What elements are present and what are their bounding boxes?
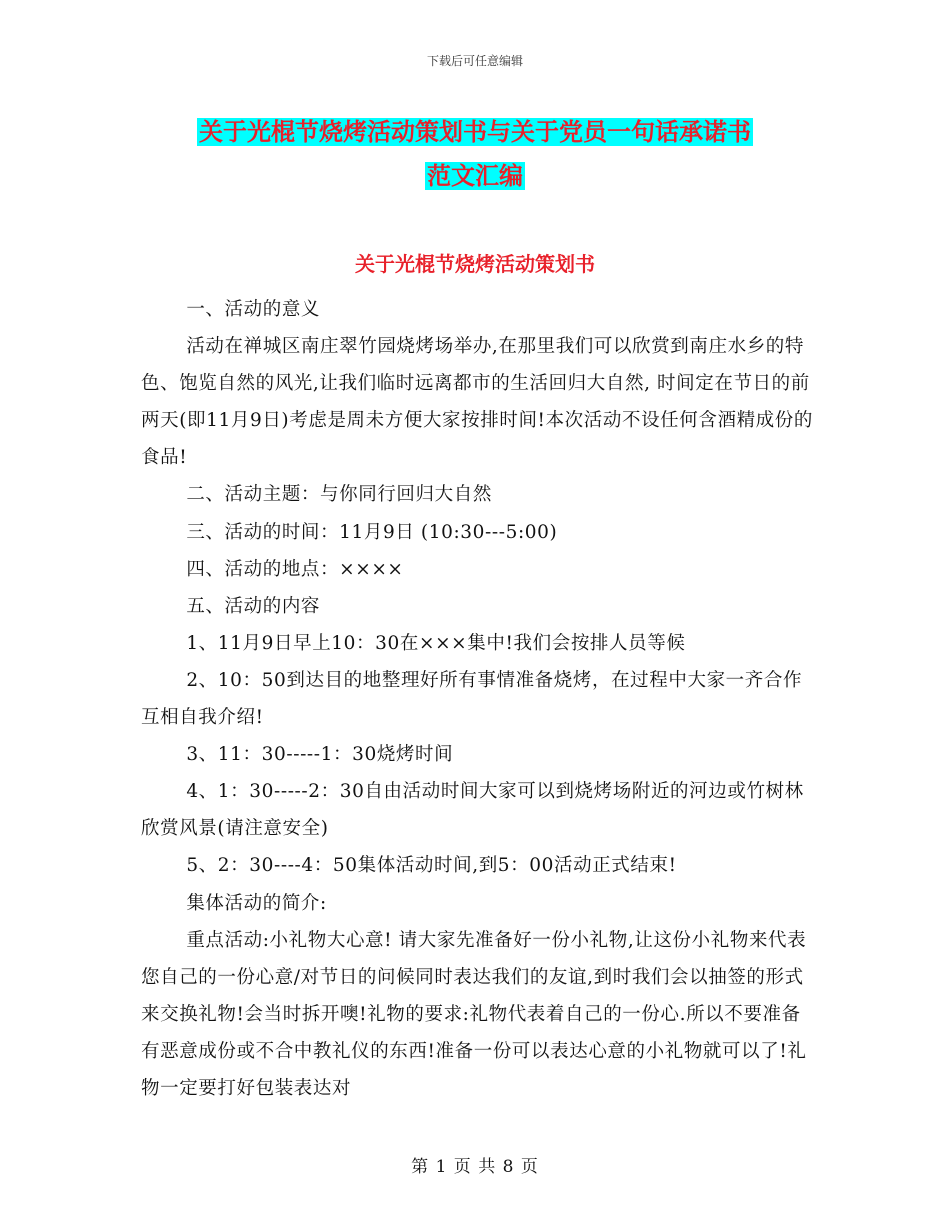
paragraph: 2、10：50到达目的地整理好所有事情准备烧烤，在过程中大家一齐合作互相自我介绍! <box>141 669 803 729</box>
paragraph: 集体活动的简介: <box>186 892 327 914</box>
section-title: 关于光棍节烧烤活动策划书 <box>355 252 595 276</box>
paragraph: 5、2：30----4：50集体活动时间,到5：00活动正式结束! <box>186 855 677 877</box>
paragraph: 活动在禅城区南庄翠竹园烧烤场举办,在那里我们可以欣赏到南庄水乡的特色、饱览自然的风光,让我们临时远离都市的生活回归大自然, 时间定在节日的前两天(即11月9日)考虑是周未方便大家按排时间!本次活动不设任何含酒精成份的食品! <box>141 336 813 469</box>
paragraph: 四、活动的地点：×××× <box>186 558 404 580</box>
document-title-line-1: 关于光棍节烧烤活动策划书与关于党员一句话承诺书 <box>199 118 751 146</box>
paragraph: 1、11月9日早上10：30在×××集中!我们会按排人员等候 <box>186 632 686 654</box>
paragraph: 3、11：30-----1：30烧烤时间 <box>186 744 454 766</box>
page-header-note: 下载后可任意编辑 <box>426 54 523 68</box>
paragraph: 重点活动:小礼物大心意! 请大家先准备好一份小礼物,让这份小礼物来代表您自己的一份心意/对节日的问候同时表达我们的友谊,到时我们会以抽签的形式来交换礼物!会当时拆开噢!礼物的要求:礼物代表着自己的一份心.所以不要准备有恶意成份或不合中教礼仪的东西!准备一份可以表达心意的小礼物就可以了!礼物一定要打好包装表达对 <box>141 929 807 1099</box>
paragraph: 五、活动的内容 <box>186 595 321 617</box>
document-title <box>0 110 950 198</box>
paragraph: 4、1：30-----2：30自由活动时间大家可以到烧烤场附近的河边或竹树林欣赏风景(请注意安全) <box>141 781 804 840</box>
paragraph: 一、活动的意义 <box>186 299 321 320</box>
document-title-line-2: 范文汇编 <box>427 162 523 190</box>
paragraph: 三、活动的时间：11月9日 (10:30---5:00) <box>186 521 558 543</box>
document-body <box>141 291 813 1107</box>
paragraph: 二、活动主题：与你同行回归大自然 <box>186 484 492 506</box>
page-number-footer: 第 1 页 共 8 页 <box>411 1157 539 1177</box>
